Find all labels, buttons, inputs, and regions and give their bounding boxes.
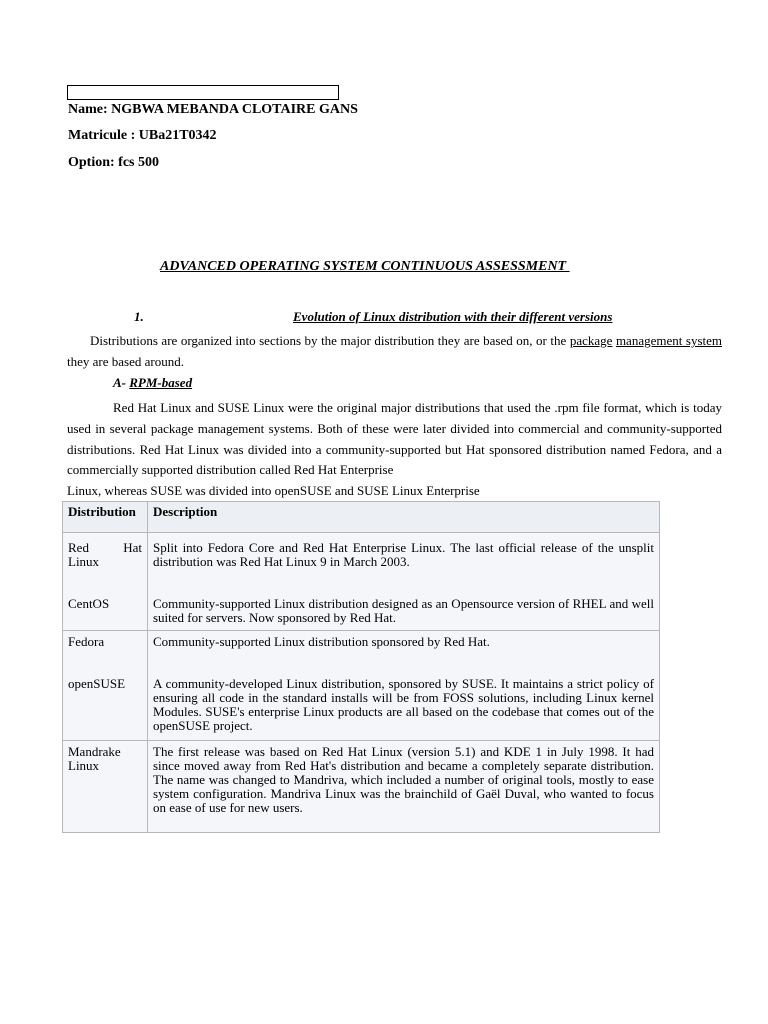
- description-mandrake: The first release was based on Red Hat Linux (version 5.1) and KDE 1 in July 1998. It had since moved away from Red Hat's distribution and became a completely separate distribution. The name was changed to Mandriva, which included a number of original tools, mostly to ease system configuration. Mandriva Linux was the brainchild of Gaël Duval, who wanted to focus on ease of use for new users.: [148, 741, 660, 833]
- distribution-table: [62, 501, 660, 833]
- intro-line-2: they are based around.: [67, 353, 184, 369]
- distribution-centos: CentOS: [68, 596, 110, 611]
- rpm-line-2: used in several package management systems. Both of these were later divided into commercial and community-supported: [67, 420, 722, 436]
- column-header-description: Description: [148, 502, 660, 533]
- package-link[interactable]: package: [569, 333, 613, 348]
- student-matricule: Matricule : UBa21T0342: [68, 128, 217, 143]
- description-opensuse: A community-developed Linux distribution, sponsored by SUSE. It maintains a strict policy of ensuring all code in the standard installs will be from FOSS solutions, including Linux kernel Modules. SUSE's enterprise Linux products are all based on the codebase that comes out of the openSUSE project.: [153, 676, 654, 733]
- distribution-mandrake: Mandrake Linux: [63, 741, 148, 833]
- description-fedora: Community-supported Linux distribution sponsored by Red Hat.: [153, 634, 490, 649]
- intro-text: Distributions are organized into sections by the major distribution they are based on, or the: [90, 333, 570, 348]
- subsection-prefix: A-: [113, 375, 130, 390]
- distribution-cell-group-1: [63, 533, 148, 631]
- rpm-paragraph: [67, 398, 722, 502]
- rpm-line-3: distributions. Red Hat Linux was divided into a community-supported but Hat sponsored distribution named Fedora, and a: [67, 441, 722, 457]
- section-number: 1.: [134, 309, 144, 324]
- description-centos: Community-supported Linux distribution designed as an Opensource version of RHEL and well suited for servers. Now sponsored by Red Hat.: [153, 596, 654, 625]
- cell-spacer: [68, 569, 142, 597]
- description-red-hat: Split into Fedora Core and Red Hat Enterprise Linux. The last official release of the unsplit distribution was Red Hat Linux 9 in March 2003.: [153, 540, 654, 569]
- management-system-link[interactable]: management system: [615, 333, 722, 348]
- distribution-red-hat: [68, 541, 142, 569]
- cell-spacer: [68, 649, 142, 677]
- distribution-name: Red Hat Linux: [68, 540, 142, 569]
- rpm-line-1: Red Hat Linux and SUSE Linux were the original major distributions that used the .rpm file format, which is today: [113, 400, 722, 415]
- distribution-cell-group-2: [63, 631, 148, 741]
- section-title: Evolution of Linux distribution with their different versions: [293, 309, 613, 324]
- subsection-heading: [113, 375, 192, 391]
- cell-spacer: [153, 569, 654, 597]
- distribution-opensuse: openSUSE: [68, 676, 126, 691]
- student-name: Name: NGBWA MEBANDA CLOTAIRE GANS: [68, 102, 358, 117]
- description-cell-group-1: [148, 533, 660, 631]
- document-title: ADVANCED OPERATING SYSTEM CONTINUOUS ASSESSMENT: [160, 259, 570, 274]
- table-row: [63, 533, 660, 631]
- table-row: [63, 631, 660, 741]
- header-box: [67, 85, 339, 100]
- intro-paragraph: [67, 331, 722, 373]
- subsection-title: RPM-based: [129, 375, 193, 390]
- table-header-row: [63, 502, 660, 533]
- table-row: [63, 741, 660, 833]
- column-header-distribution: Distribution: [63, 502, 148, 533]
- intro-line-1: [67, 331, 722, 352]
- student-option: Option: fcs 500: [68, 155, 159, 170]
- distribution-fedora: Fedora: [68, 634, 105, 649]
- rpm-line-5: Linux, whereas SUSE was divided into openSUSE and SUSE Linux Enterprise: [67, 483, 480, 499]
- rpm-line-4: commercially supported distribution called Red Hat Enterprise: [67, 462, 394, 478]
- cell-spacer: [153, 649, 654, 677]
- description-cell-group-2: [148, 631, 660, 741]
